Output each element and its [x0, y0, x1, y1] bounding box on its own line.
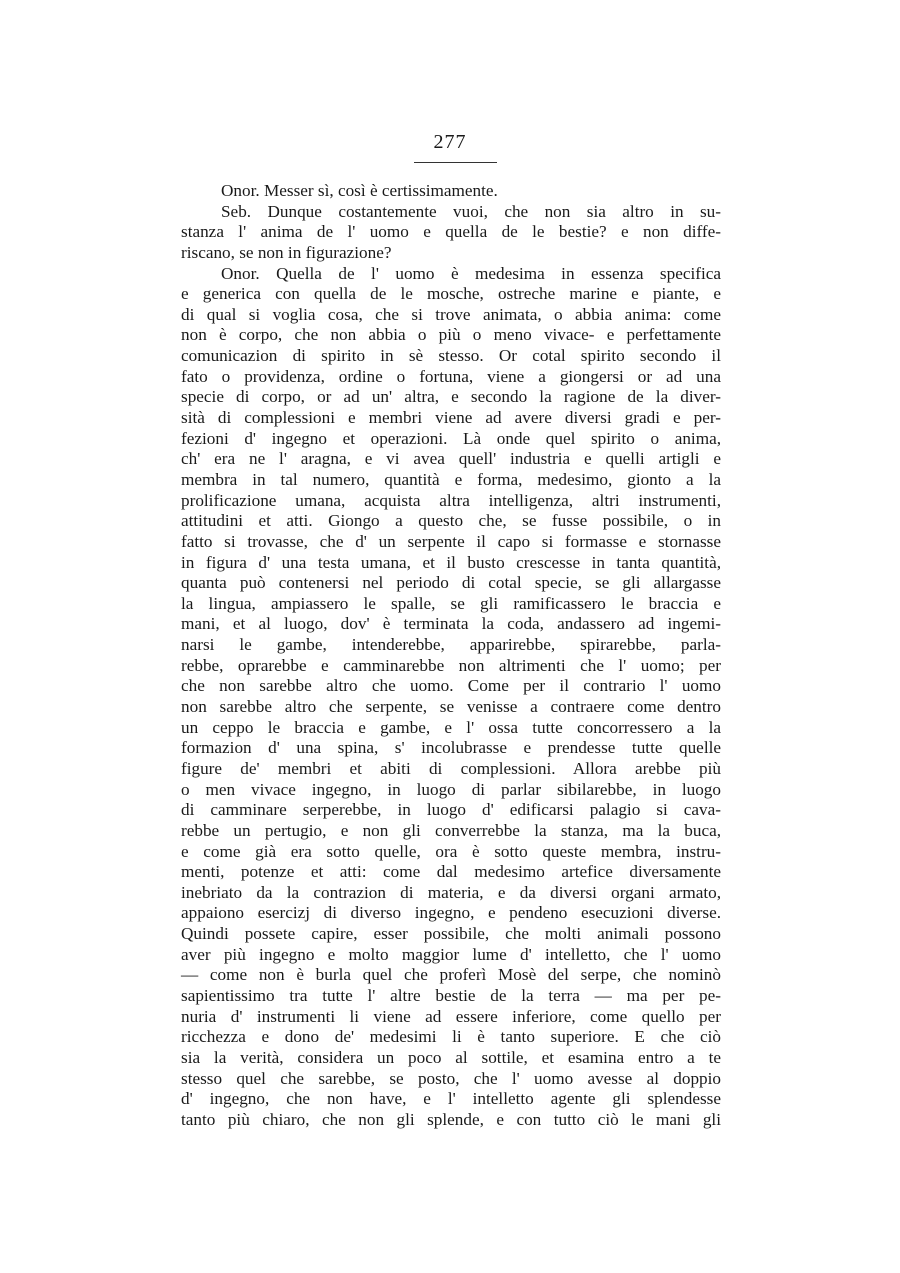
- text-line: in figura d' una testa umana, et il busto crescesse in tanta quantità,: [181, 552, 721, 572]
- body-text: [181, 181, 721, 1130]
- text-line: Quindi possete capire, esser possibile, che molti animali possono: [181, 924, 721, 944]
- text-line: stanza l' anima de l' uomo e quella de le bestie? e non diffe-: [181, 222, 721, 242]
- text-line: quanta può contenersi nel periodo di cotal specie, se gli allargasse: [181, 573, 721, 593]
- text-line: attitudini et atti. Giongo a questo che, se fusse possibile, o in: [181, 511, 721, 531]
- text-line: menti, potenze et atti: come dal medesimo artefice diversamente: [181, 862, 721, 882]
- text-line: nuria d' instrumenti li viene ad essere inferiore, come quello per: [181, 1006, 721, 1026]
- text-line: stesso quel che sarebbe, se posto, che l' uomo avesse al doppio: [181, 1068, 721, 1088]
- text-line: riscano, se non in figurazione?: [181, 242, 392, 262]
- text-line: mani, et al luogo, dov' è terminata la coda, andassero ad ingemi-: [181, 614, 721, 634]
- text-line: tanto più chiaro, che non gli splende, e con tutto ciò le mani gli: [181, 1109, 721, 1129]
- text-line: appaiono esercizj di diverso ingegno, e pendeno esecuzioni diverse.: [181, 903, 721, 923]
- text-line: rebbe, oprarebbe e camminarebbe non altrimenti che l' uomo; per: [181, 655, 721, 675]
- text-line: d' ingegno, che non have, e l' intelletto agente gli splendesse: [181, 1089, 721, 1109]
- text-line: sapientissimo tra tutte l' altre bestie de la terra — ma per pe-: [181, 985, 721, 1005]
- text-line: figure de' membri et abiti di complessioni. Allora arebbe più: [181, 758, 721, 778]
- text-line: ch' era ne l' aragna, e vi avea quell' industria e quelli artigli e: [181, 449, 721, 469]
- text-line: rebbe un pertugio, e non gli converrebbe la stanza, ma la buca,: [181, 820, 721, 840]
- text-line: fezioni d' ingegno et operazioni. Là onde quel spirito o anima,: [181, 428, 721, 448]
- page-number: 277: [433, 131, 467, 153]
- text-line: prolificazione umana, acquista altra intelligenza, altri instrumenti,: [181, 490, 721, 510]
- text-line: ricchezza e dono de' medesimi li è tanto superiore. E che ciò: [181, 1027, 721, 1047]
- text-line: un ceppo le braccia e gambe, e l' ossa tutte concorressero a la: [181, 717, 721, 737]
- text-line: inebriato da la contrazion di materia, e da diversi organi armato,: [181, 882, 721, 902]
- text-line: narsi le gambe, intenderebbe, apparirebbe, spirarebbe, parla-: [181, 635, 721, 655]
- text-line: Onor. Messer sì, così è certissimamente.: [221, 181, 498, 200]
- text-line: non sarebbe altro che serpente, se venisse a contraere come dentro: [181, 697, 721, 717]
- text-line: che non sarebbe altro che uomo. Come per il contrario l' uomo: [181, 676, 721, 696]
- text-line: e come già era sotto quelle, ora è sotto queste membra, instru-: [181, 841, 721, 861]
- text-line: Onor. Quella de l' uomo è medesima in essenza specifica: [221, 263, 721, 283]
- text-line: — come non è burla quel che proferì Mosè del serpe, che nominò: [181, 965, 721, 985]
- text-line: e generica con quella de le mosche, ostreche marine e piante, e: [181, 284, 721, 304]
- text-line: comunicazion di spirito in sè stesso. Or cotal spirito secondo il: [181, 346, 721, 366]
- text-line: Seb. Dunque costantemente vuoi, che non sia altro in su-: [221, 201, 721, 221]
- text-line: sità di complessioni e membri viene ad avere diversi gradi e per-: [181, 408, 721, 428]
- text-line: non è corpo, che non abbia o più o meno vivace- e perfettamente: [181, 325, 721, 345]
- text-line: o men vivace ingegno, in luogo di parlar sibilarebbe, in luogo: [181, 779, 721, 799]
- text-line: la lingua, ampiassero le spalle, se gli ramificassero le braccia e: [181, 593, 721, 613]
- text-line: fato o providenza, ordine o fortuna, viene a giongersi or ad una: [181, 366, 721, 386]
- text-line: aver più ingegno e molto maggior lume d' intelletto, che l' uomo: [181, 944, 721, 964]
- text-line: sia la verità, considera un poco al sottile, et esamina entro a te: [181, 1047, 721, 1067]
- text-line: fatto si trovasse, che d' un serpente il capo si formasse e stornasse: [181, 531, 721, 551]
- text-line: di qual si voglia cosa, che si trove animata, o abbia anima: come: [181, 304, 721, 324]
- text-line: formazion d' una spina, s' incolubrasse e prendesse tutte quelle: [181, 738, 721, 758]
- text-line: specie di corpo, or ad un' altra, e secondo la ragione de la diver-: [181, 387, 721, 407]
- text-line: membra in tal numero, quantità e forma, medesimo, gionto a la: [181, 469, 721, 489]
- text-line: di camminare serperebbe, in luogo d' edificarsi palagio si cava-: [181, 800, 721, 820]
- header-rule: [414, 162, 497, 163]
